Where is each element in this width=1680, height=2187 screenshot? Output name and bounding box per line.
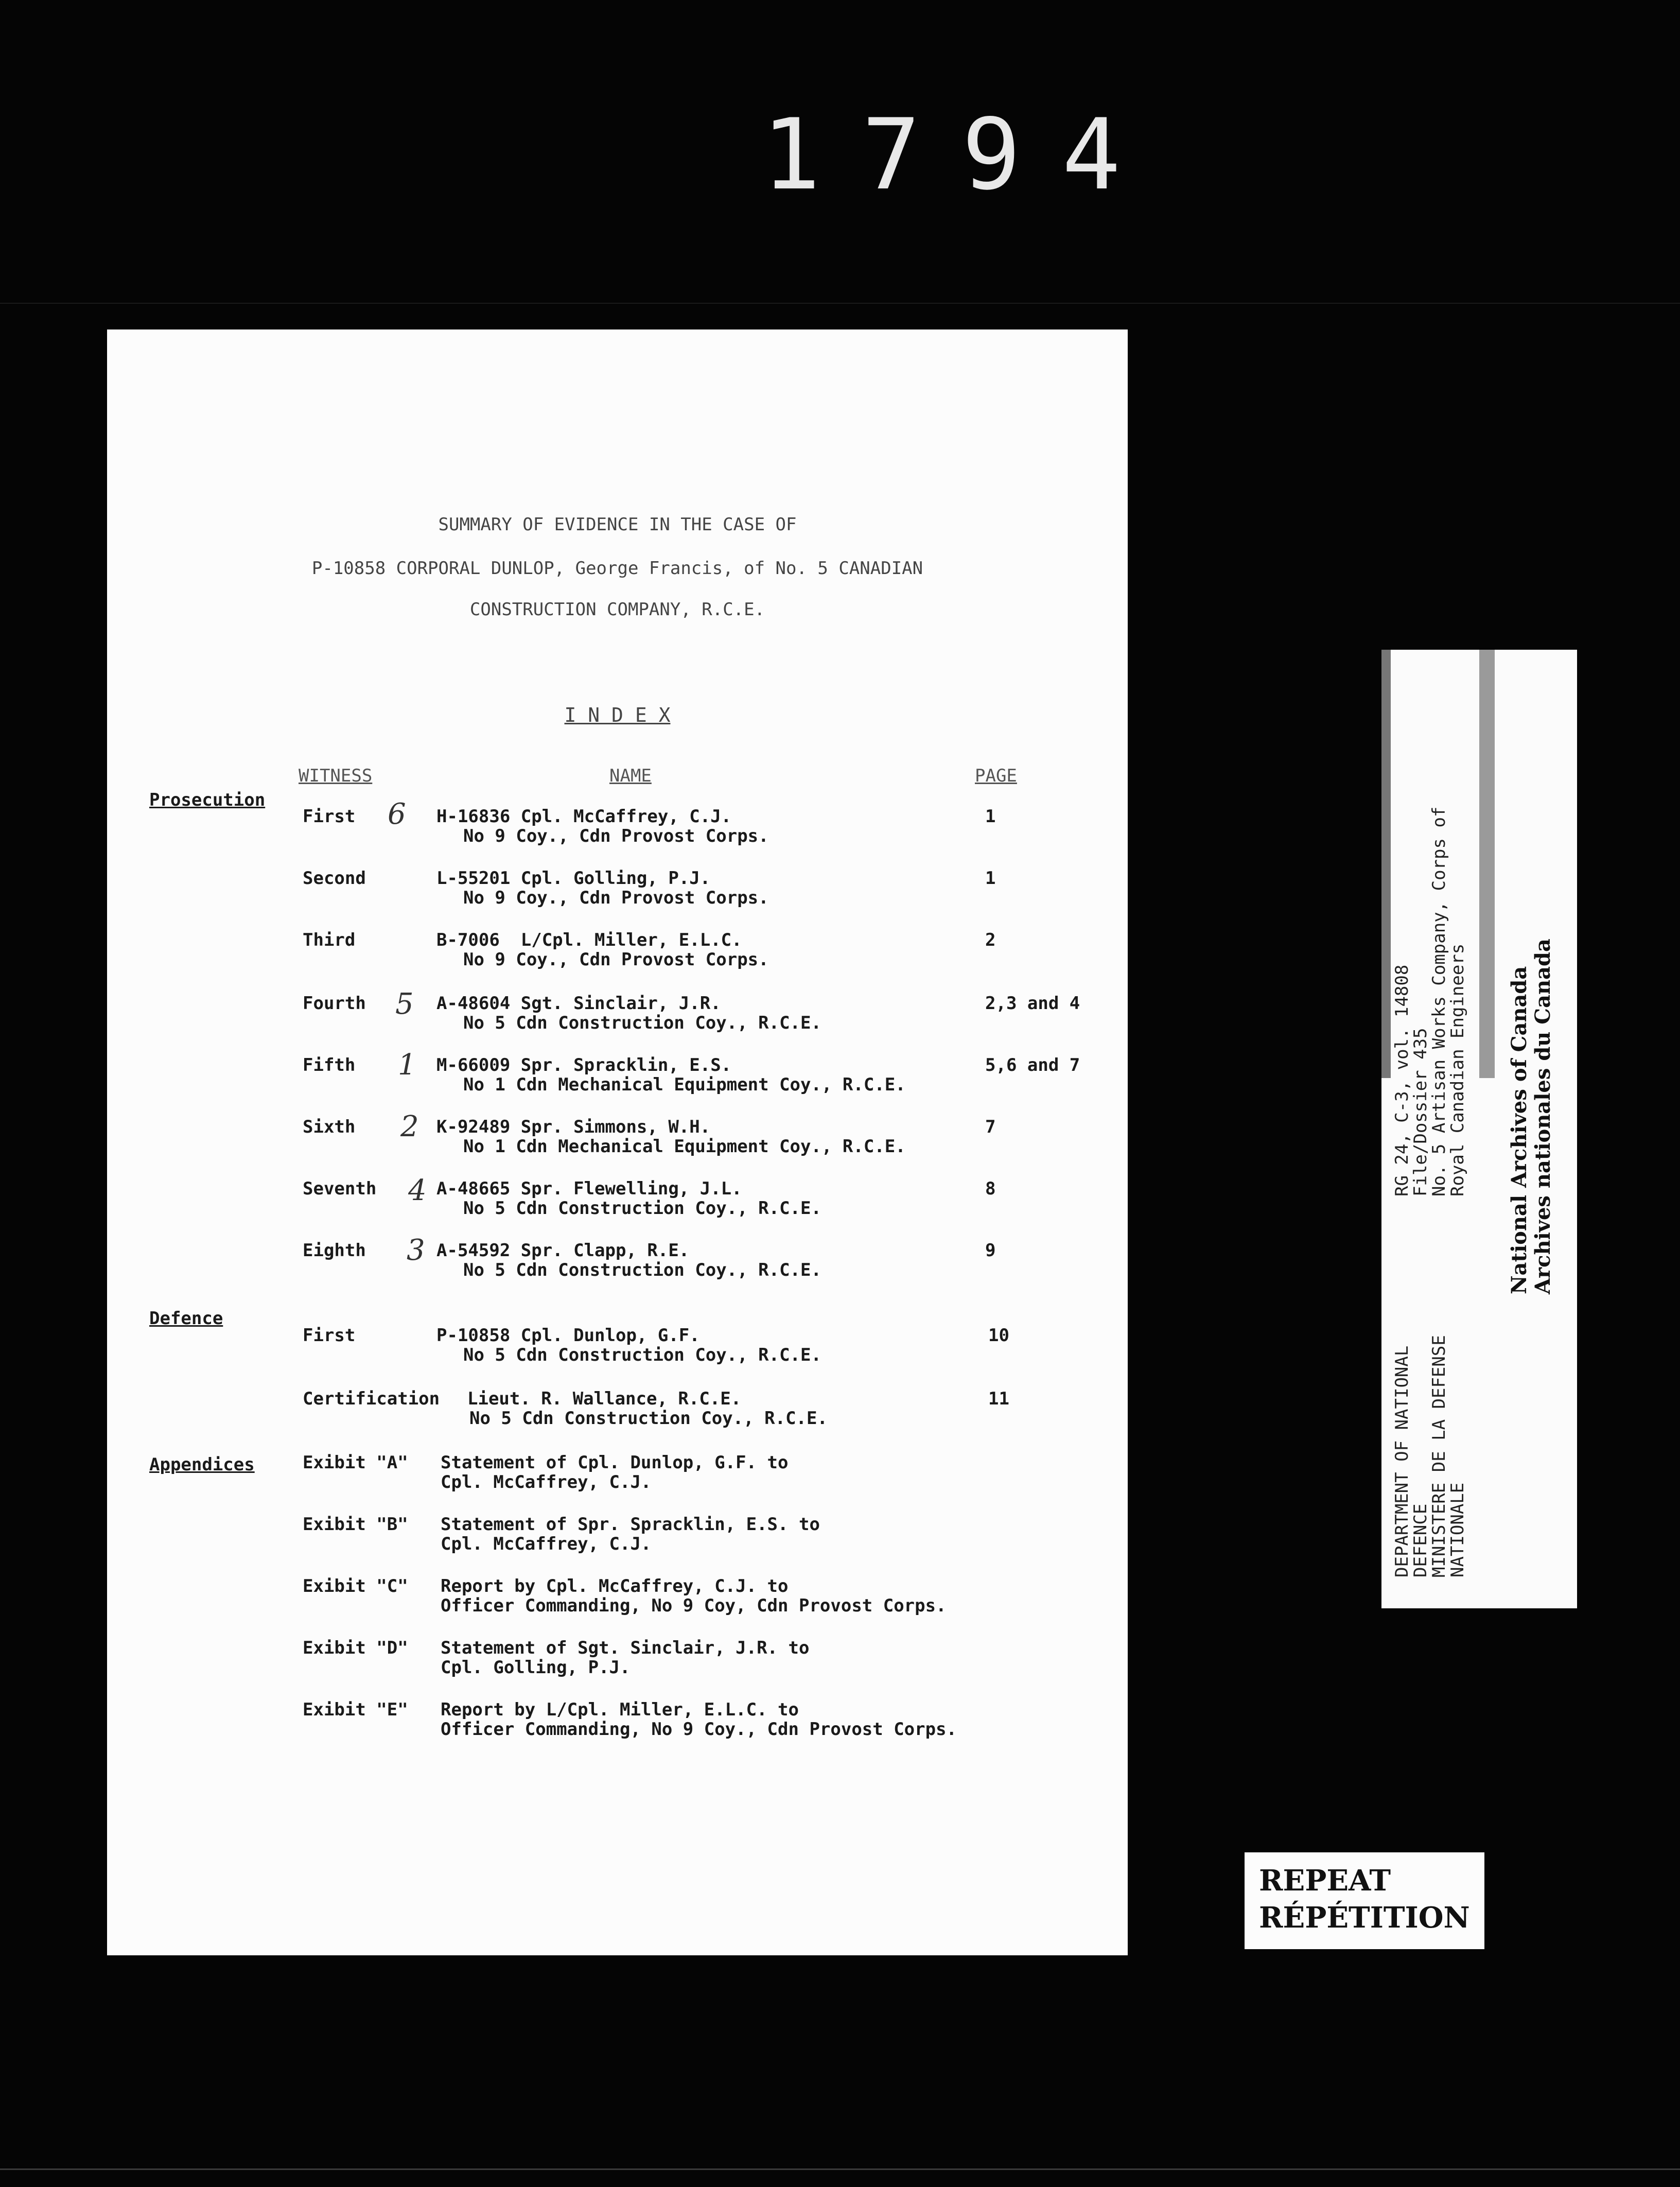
appendix-row xyxy=(107,1700,1128,1741)
prosecution-row xyxy=(107,987,1128,1035)
witness-ordinal: First xyxy=(303,806,356,827)
exhibit-desc: Report by Cpl. McCaffrey, C.J. to xyxy=(441,1576,789,1596)
handwritten-mark: 6 xyxy=(388,797,406,831)
summary-title-line2: P-10858 CORPORAL DUNLOP, George Francis, of No. 5 CANADIAN xyxy=(311,558,923,579)
witness-name: L-55201 Cpl. Golling, P.J. xyxy=(436,868,711,889)
exhibit-desc: Statement of Spr. Spracklin, E.S. to xyxy=(441,1514,820,1535)
repeat-stamp-fr: RÉPÉTITION xyxy=(1259,1901,1470,1935)
index-heading: I N D E X xyxy=(564,704,671,726)
archives-name-fr: Archives nationales du Canada xyxy=(1531,939,1555,1294)
ref-line2: File/Dossier 435 xyxy=(1410,1028,1431,1196)
witness-ordinal: Third xyxy=(303,930,356,950)
handwritten-mark: 2 xyxy=(400,1110,419,1143)
page-ref: 2 xyxy=(985,930,996,950)
witness-name: A-48665 Spr. Flewelling, J.L. xyxy=(436,1178,742,1199)
section-appendices: Appendices xyxy=(149,1454,255,1475)
page-ref: 5,6 and 7 xyxy=(985,1055,1080,1075)
summary-title-line3: CONSTRUCTION COMPANY, R.C.E. xyxy=(469,599,765,620)
exhibit-label: Exibit "D" xyxy=(303,1638,408,1658)
handwritten-mark: 3 xyxy=(407,1234,425,1267)
exhibit-desc-cont: Cpl. Golling, P.J. xyxy=(441,1657,631,1678)
exhibit-desc-cont: Officer Commanding, No 9 Coy., Cdn Provost Corps. xyxy=(441,1719,957,1740)
witness-name: Lieut. R. Wallance, R.C.E. xyxy=(467,1388,742,1409)
prosecution-row xyxy=(107,869,1128,910)
label-edge xyxy=(1381,650,1391,1078)
handwritten-mark: 4 xyxy=(408,1174,427,1207)
page-ref: 11 xyxy=(988,1388,1009,1409)
witness-ordinal: First xyxy=(303,1325,356,1346)
appendix-row xyxy=(107,1453,1128,1494)
prosecution-row xyxy=(107,930,1128,971)
witness-unit: No 5 Cdn Construction Coy., R.C.E. xyxy=(463,1345,821,1365)
archives-name-en: National Archives of Canada xyxy=(1507,966,1531,1294)
column-witness: WITNESS xyxy=(299,766,373,786)
witness-unit: No 9 Coy., Cdn Provost Corps. xyxy=(463,826,769,846)
witness-ordinal: Fourth xyxy=(303,993,366,1014)
column-name: NAME xyxy=(609,766,652,786)
page-ref: 9 xyxy=(985,1240,996,1261)
dept-line3: MINISTERE DE LA DEFENSE xyxy=(1429,1335,1449,1577)
page-ref: 2,3 and 4 xyxy=(985,993,1080,1014)
film-scratch xyxy=(0,303,1680,304)
summary-title-line1: SUMMARY OF EVIDENCE IN THE CASE OF xyxy=(438,514,797,535)
witness-ordinal: Fifth xyxy=(303,1055,356,1075)
ref-line4: Royal Canadian Engineers xyxy=(1447,943,1468,1196)
label-divider xyxy=(1479,650,1495,1078)
appendix-row xyxy=(107,1638,1128,1679)
page-ref: 1 xyxy=(985,868,996,889)
witness-unit: No 9 Coy., Cdn Provost Corps. xyxy=(463,949,769,970)
witness-name: A-54592 Spr. Clapp, R.E. xyxy=(436,1240,690,1261)
ref-line1: RG 24, C-3, vol. 14808 xyxy=(1392,964,1412,1196)
handwritten-mark: 1 xyxy=(398,1048,416,1082)
exhibit-desc: Statement of Cpl. Dunlop, G.F. to xyxy=(441,1452,789,1473)
dept-line4: NATIONALE xyxy=(1447,1482,1468,1577)
exhibit-label: Exibit "A" xyxy=(303,1452,408,1473)
witness-name: K-92489 Spr. Simmons, W.H. xyxy=(436,1117,711,1137)
repeat-stamp-en: REPEAT xyxy=(1259,1864,1391,1898)
archive-label-rotated xyxy=(1381,650,1577,1608)
witness-unit: No 1 Cdn Mechanical Equipment Coy., R.C.E. xyxy=(463,1074,906,1095)
appendix-row xyxy=(107,1576,1128,1618)
witness-name: A-48604 Sgt. Sinclair, J.R. xyxy=(436,993,721,1014)
exhibit-label: Exibit "B" xyxy=(303,1514,408,1535)
page-ref: 1 xyxy=(985,806,996,827)
exhibit-desc-cont: Officer Commanding, No 9 Coy, Cdn Provost Corps. xyxy=(441,1595,947,1616)
witness-unit: No 1 Cdn Mechanical Equipment Coy., R.C.E. xyxy=(463,1136,906,1157)
document-page xyxy=(107,329,1128,1955)
frame-number: 1794 xyxy=(762,98,1162,212)
exhibit-desc-cont: Cpl. McCaffrey, C.J. xyxy=(441,1534,652,1554)
witness-name: P-10858 Cpl. Dunlop, G.F. xyxy=(436,1325,700,1346)
witness-unit: No 5 Cdn Construction Coy., R.C.E. xyxy=(463,1013,821,1033)
defence-row xyxy=(107,1389,1128,1430)
section-prosecution: Prosecution xyxy=(149,790,266,810)
exhibit-desc-cont: Cpl. McCaffrey, C.J. xyxy=(441,1472,652,1492)
witness-unit: No 5 Cdn Construction Coy., R.C.E. xyxy=(463,1260,821,1280)
exhibit-desc: Report by L/Cpl. Miller, E.L.C. to xyxy=(441,1699,799,1720)
witness-ordinal: Seventh xyxy=(303,1178,377,1199)
exhibit-label: Exibit "E" xyxy=(303,1699,408,1720)
witness-ordinal: Second xyxy=(303,868,366,889)
prosecution-row xyxy=(107,1174,1128,1220)
section-defence: Defence xyxy=(149,1308,223,1329)
page-ref: 10 xyxy=(988,1325,1009,1346)
exhibit-desc: Statement of Sgt. Sinclair, J.R. to xyxy=(441,1638,810,1658)
defence-row xyxy=(107,1326,1128,1367)
witness-unit: No 5 Cdn Construction Coy., R.C.E. xyxy=(463,1198,821,1219)
witness-unit: No 9 Coy., Cdn Provost Corps. xyxy=(463,888,769,908)
witness-ordinal: Sixth xyxy=(303,1117,356,1137)
witness-name: M-66009 Spr. Spracklin, E.S. xyxy=(436,1055,732,1075)
witness-ordinal: Eighth xyxy=(303,1240,366,1261)
prosecution-row xyxy=(107,1234,1128,1282)
dept-line2: DEFENCE xyxy=(1410,1503,1431,1577)
prosecution-row xyxy=(107,1110,1128,1158)
ref-line3: No. 5 Artisan Works Company, Corps of xyxy=(1429,806,1449,1196)
prosecution-row xyxy=(107,1048,1128,1097)
column-page: PAGE xyxy=(975,766,1017,786)
exhibit-label: Exibit "C" xyxy=(303,1576,408,1596)
witness-name: B-7006 L/Cpl. Miller, E.L.C. xyxy=(436,930,742,950)
page-ref: 7 xyxy=(985,1117,996,1137)
archive-label xyxy=(1381,650,1577,1608)
appendix-row xyxy=(107,1515,1128,1556)
witness-unit: No 5 Cdn Construction Coy., R.C.E. xyxy=(469,1408,828,1429)
film-edge xyxy=(0,2168,1680,2170)
witness-ordinal: Certification xyxy=(303,1388,440,1409)
page-ref: 8 xyxy=(985,1178,996,1199)
repeat-stamp xyxy=(1245,1852,1484,1949)
dept-line1: DEPARTMENT OF NATIONAL xyxy=(1392,1345,1412,1577)
witness-name: H-16836 Cpl. McCaffrey, C.J. xyxy=(436,806,732,827)
handwritten-mark: 5 xyxy=(395,987,414,1021)
